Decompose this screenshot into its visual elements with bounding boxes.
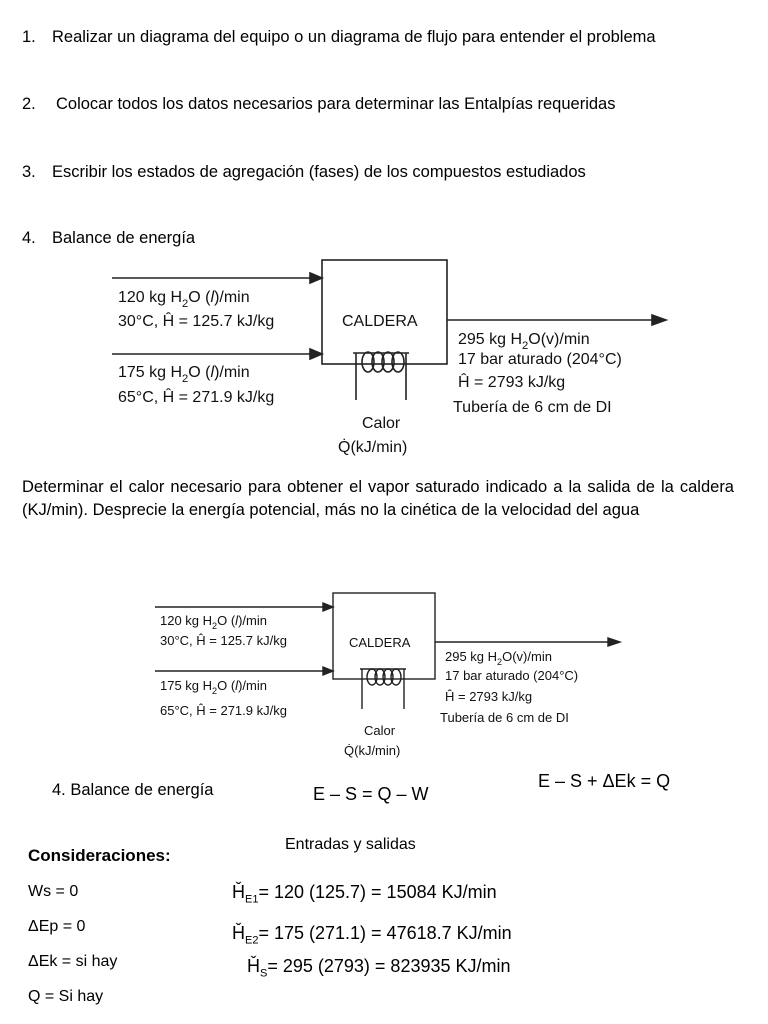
enthalpy-expression: = 175 (271.1) = 47618.7 KJ/min — [258, 923, 512, 943]
step-number: 4. — [22, 229, 36, 247]
enthalpy-symbol: Ȟ — [232, 923, 245, 943]
enthalpy-symbol: Ȟ — [232, 882, 245, 902]
inlet-1-props: 30°C, Ĥ = 125.7 kJ/kg — [160, 633, 287, 648]
consideration-item: Q = Si hay — [28, 988, 104, 1005]
outlet-flow: 295 kg $H_2O(v)/\min$ — [458, 331, 590, 352]
enthalpy-inlet-1 — [232, 882, 497, 906]
step-text: Balance de energía — [52, 229, 196, 247]
energy-balance-equation-kinetic: E – S + ΔEk = Q — [538, 771, 671, 791]
consideration-item: Ws = 0 — [28, 883, 79, 900]
enthalpy-inlet-2 — [232, 923, 512, 947]
enthalpy-expression: = 295 (2793) = 823935 KJ/min — [267, 956, 511, 976]
step-number: 1. — [22, 28, 36, 46]
inlet-2-flow: 175 kg $H_2O$ (l)/min — [160, 678, 267, 696]
outlet-enthalpy: Ĥ = 2793 kJ/kg — [445, 689, 533, 704]
heating-coil-icon — [353, 352, 409, 400]
step-1 — [22, 28, 656, 47]
boiler-diagram-large — [0, 250, 768, 470]
heat-rate-label: Q̇(kJ/min) — [338, 439, 408, 456]
step-3 — [22, 163, 586, 182]
step-text: Realizar un diagrama del equipo o un diagrama de flujo para entender el problema — [52, 28, 656, 46]
enthalpy-expression: = 120 (125.7) = 15084 KJ/min — [258, 882, 497, 902]
enthalpy-symbol: Ȟ — [247, 956, 260, 976]
boiler-box — [322, 260, 447, 364]
step-text: Escribir los estados de agregación (fases) de los compuestos estudiados — [52, 163, 586, 181]
inlet-1-flow: 120 kg $H_2O$ (l)/min — [118, 289, 250, 310]
outlet-flow: 295 kg $H_2O(v)/\min$ — [445, 649, 552, 667]
inlet-1-props: 30°C, Ĥ = 125.7 kJ/kg — [118, 313, 275, 330]
step-number: 3. — [22, 163, 36, 181]
inputs-outputs-title: Entradas y salidas — [285, 836, 416, 853]
outlet-pipe: Tubería de 6 cm de DI — [453, 399, 612, 416]
boiler-label: CALDERA — [349, 635, 411, 650]
step-text: Colocar todos los datos necesarios para determinar las Entalpías requeridas — [56, 95, 616, 113]
inlet-2-props: 65°C, Ĥ = 271.9 kJ/kg — [160, 703, 287, 718]
step-number: 2. — [22, 95, 36, 113]
outlet-pipe: Tubería de 6 cm de DI — [440, 710, 569, 725]
heat-label: Calor — [364, 723, 396, 738]
outlet-enthalpy: Ĥ = 2793 kJ/kg — [458, 374, 566, 391]
heat-rate-label: Q̇(kJ/min) — [344, 743, 401, 758]
problem-statement: Determinar el calor necesario para obtener el vapor saturado indicado a la salida de la caldera (KJ/min). Desprecie la energía potencial, más no la cinética de la velocidad del agua — [22, 478, 734, 519]
boiler-diagram-small — [0, 585, 768, 765]
heating-coil-icon — [360, 669, 406, 709]
consideration-item: ΔEk = si hay — [28, 953, 118, 970]
enthalpy-subscript: E2 — [245, 934, 259, 947]
outlet-conditions: 17 bar aturado (204°C) — [458, 351, 622, 368]
enthalpy-subscript: E1 — [245, 893, 259, 906]
balance-label: 4. Balance de energía — [52, 781, 214, 799]
enthalpy-outlet — [247, 956, 511, 980]
boiler-label: CALDERA — [342, 313, 418, 330]
consideration-item: ΔEp = 0 — [28, 918, 86, 935]
outlet-conditions: 17 bar aturado (204°C) — [445, 668, 579, 683]
heat-label: Calor — [362, 415, 401, 432]
inlet-2-flow: 175 kg $H_2O$ (l)/min — [118, 364, 250, 385]
energy-balance-equation: E – S = Q – W — [313, 784, 429, 804]
enthalpy-subscript: S — [260, 967, 268, 980]
step-4 — [22, 229, 195, 248]
step-2 — [22, 95, 615, 114]
inlet-2-props: 65°C, Ĥ = 271.9 kJ/kg — [118, 389, 275, 406]
considerations-title: Consideraciones: — [28, 846, 171, 865]
inlet-1-flow: 120 kg $H_2O$ (l)/min — [160, 613, 267, 631]
